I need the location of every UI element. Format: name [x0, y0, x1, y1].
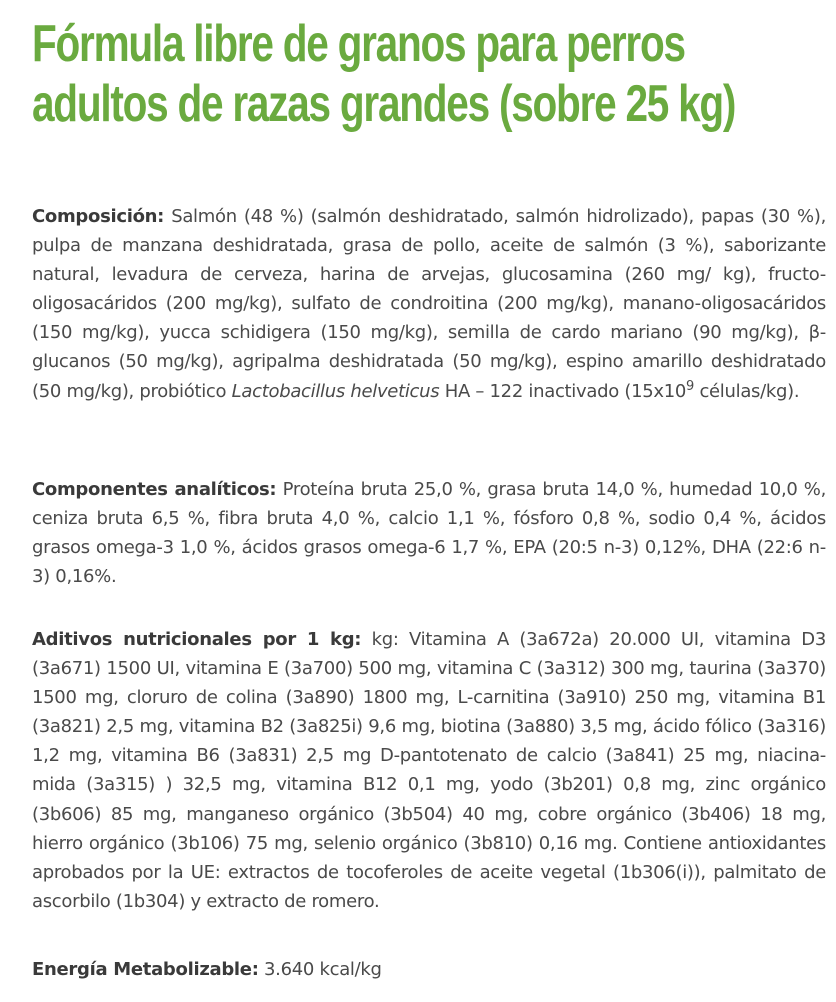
- composition-section: [32, 202, 826, 406]
- probiotic-units: células/kg).: [699, 380, 800, 402]
- additives-text: kg: Vitamina A (3a672a) 20.000 UI, vitamina D3 (3a671) 1500 UI, vitamina E (3a700) 500 mg, vitamina C (3a312) 300 mg, taurina (3a370) 1500 mg, cloruro de colina (3a890) 1800 mg, L-carnitina (3a910) 250 mg, vitamina B1 (3a821) 2,5 mg, vitamina B2 (3a825i) 9,6 mg, biotina (3a880) 3,5 mg, ácido fólico (3a316) 1,2 mg, vitamina B6 (3a831) 2,5 mg D-pantotenato de calcio (3a841) 25 mg, niacina- mida (3a315) ) 32,5 mg, vitamina B12 0,1 mg, yodo (3b201) 0,8 mg, zinc orgánico (3b606) 85 mg, manganeso orgánico (3b504) 40 mg, cobre orgánico (3b406) 18 mg, hierro orgánico (3b106) 75 mg, selenio orgánico (3b810) 0,16 mg. Contiene antioxidantes aprobados por la UE: extractos de tocoferoles de aceite vegetal (1b306(i)), palmitato de ascorbilo (1b304) y extracto de romero.: [32, 629, 827, 912]
- title-line-2: adultos de razas grandes (sobre 25 kg): [32, 75, 736, 133]
- energy-value: 3.640 kcal/kg: [264, 959, 382, 980]
- exponent: 9: [686, 378, 695, 394]
- energy-section: [32, 955, 826, 984]
- title-line-1: Fórmula libre de granos para perros: [32, 15, 685, 73]
- additives-section: [32, 625, 826, 916]
- composition-label: Composición:: [32, 206, 165, 227]
- additives-label: Aditivos nutricionales por 1 kg:: [32, 629, 362, 650]
- probiotic-species: Lactobacillus helveticus: [231, 380, 440, 402]
- energy-paragraph: [32, 955, 826, 984]
- analytical-label: Componentes analíticos:: [32, 479, 277, 500]
- composition-text: Salmón (48 %) (salmón deshidratado, salmón hidrolizado), papas (30 %), pulpa de manzana deshidratada, grasa de pollo, aceite de salmón (3 %), saborizante natural, levadura de cerveza, harina de arvejas, glucosamina (260 mg/ kg), fructo-oligosacáridos (200 mg/kg), sulfato de condroitina (200 mg/kg), manano-oligosacáridos (150 mg/kg), yucca schidigera (150 mg/kg), semilla de cardo mariano (90 mg/kg), β- glucanos (50 mg/kg), agripalma deshidratada (50 mg/kg), espino amarillo deshidratado (50 mg/kg), probiótico: [32, 206, 827, 402]
- analytical-text: Proteína bruta 25,0 %, grasa bruta 14,0 %, humedad 10,0 %, ceniza bruta 6,5 %, fibra bruta 4,0 %, calcio 1,1 %, fósforo 0,8 %, sodio 0,4 %, ácidos grasos omega-3 1,0 %, ácidos grasos omega-6 1,7 %, EPA (20:5 n-3) 0,12%, DHA (22:6 n-3) 0,16%.: [32, 479, 827, 588]
- additives-paragraph: [32, 625, 826, 916]
- analytical-paragraph: [32, 475, 826, 591]
- page-title: [32, 14, 812, 134]
- probiotic-strain: HA – 122 inactivado (15x10: [444, 380, 687, 402]
- energy-label: Energía Metabolizable:: [32, 959, 259, 980]
- analytical-section: [32, 475, 826, 591]
- composition-paragraph: [32, 202, 826, 406]
